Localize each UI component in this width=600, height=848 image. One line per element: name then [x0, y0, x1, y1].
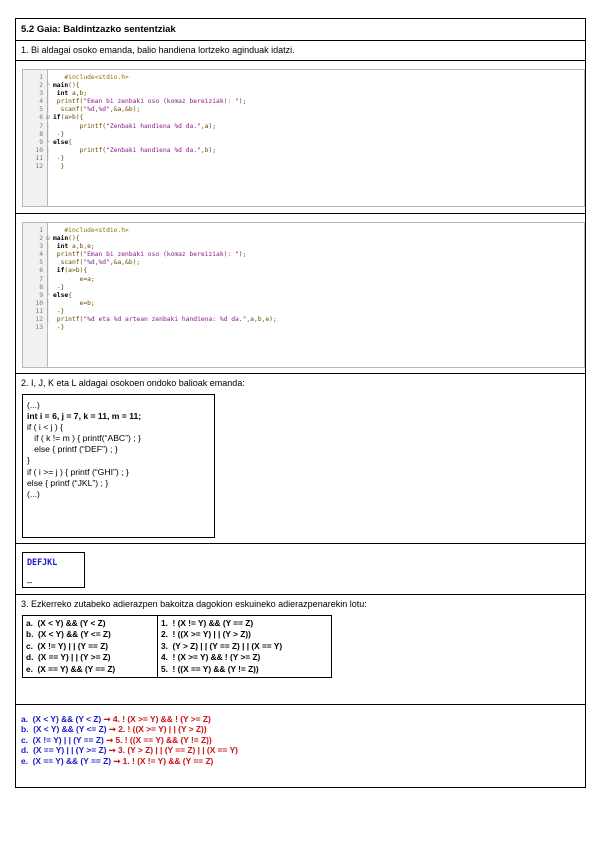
code-text: -} [53, 283, 65, 291]
match-right: 3. (Y > Z) | | (Y == Z) | | (X == Y) [118, 745, 238, 756]
code-line [23, 147, 584, 155]
exercise-2-prompt: 2. I, J, K eta L aldagai osokoen ondoko balioak emanda: [21, 378, 245, 388]
line-number: 7 [39, 122, 43, 130]
line-number: 5 [39, 106, 43, 114]
code-line [23, 131, 584, 139]
line-number: 9 [39, 291, 43, 299]
left-expressions [23, 616, 158, 678]
line-number: 8 [39, 130, 43, 138]
code-line [23, 259, 584, 267]
code-text: printf("%d eta %d artean zenbaki handiena: %d da.",a,b,e); [53, 316, 277, 324]
exercise-3-answer-row [16, 705, 585, 789]
line-number: 1 [39, 74, 43, 81]
arrow-icon: ➞ [111, 755, 123, 766]
match-left: b. (X < Y) && (Y <= Z) [21, 724, 107, 735]
line-number: 9 [39, 138, 43, 146]
fold-marker-icon: │ [46, 275, 50, 283]
code-text: printf("Zenbaki handiena %d da.",a); [53, 122, 217, 130]
line-number: 11 [35, 154, 43, 162]
code-line: int i = 6, j = 7, k = 11, m = 11; [27, 411, 142, 422]
line-number: 12 [35, 163, 43, 171]
fold-marker-icon: │ [46, 307, 50, 315]
code-text: main(){ [53, 235, 80, 243]
code-text: main(){ [53, 82, 80, 90]
code-editor-b [22, 222, 585, 368]
line-number: 10 [35, 299, 43, 307]
code-line [23, 276, 584, 284]
line-number: 8 [39, 283, 43, 291]
match-right: 4. ! (X >= Y) && ! (Y >= Z) [112, 714, 211, 724]
code-text: if(a>b){ [56, 267, 88, 275]
fold-marker-icon: │ [46, 146, 50, 154]
fold-marker-icon [43, 227, 53, 235]
code-line [23, 163, 584, 171]
fold-marker-icon: └ [46, 138, 50, 146]
sheet-header [16, 19, 585, 41]
line-number: 2 [39, 82, 43, 90]
line-number: 3 [39, 90, 43, 98]
code-line [23, 235, 584, 243]
match-left: d. (X == Y) | | (Y >= Z) [21, 745, 107, 756]
match-line [21, 756, 238, 766]
match-right: 5. ! ((X == Y) && (Y != Z)) [115, 734, 212, 745]
fold-marker-icon: │ [46, 243, 50, 251]
line-number: 2 [39, 235, 43, 243]
fold-marker-icon: └ [46, 291, 50, 299]
match-line [21, 714, 238, 724]
expression: a. (X < Y) && (Y < Z) [26, 618, 106, 628]
code-text: printf("Zenbaki handiena %d da.",b); [53, 146, 217, 154]
match-line [21, 735, 238, 745]
line-number: 12 [35, 316, 43, 324]
expression: 1. ! (X != Y) && (Y == Z) [161, 618, 254, 628]
exercise-3-matches [21, 714, 238, 766]
fold-marker-icon: │ [46, 316, 50, 324]
expression: 4. ! (X >= Y) && ! (Y >= Z) [161, 652, 261, 663]
match-left: a. (X < Y) && (Y < Z) [21, 714, 102, 724]
code-line: if ( i < j ) { [27, 422, 64, 433]
code-text: if(a>b){ [53, 114, 84, 122]
expression: e. (X == Y) && (Y == Z) [26, 663, 116, 674]
code-line [23, 300, 584, 308]
line-number: 7 [39, 275, 43, 283]
exercise-3-prompt: 3. Ezkerreko zutabeko adierazpen bakoitza dagokion eskuineko adierazpenarekin lotu: [21, 599, 367, 609]
code-lines-a [23, 74, 584, 171]
fold-marker-icon: ⊟ [46, 114, 50, 122]
line-number: 1 [39, 227, 43, 234]
code-text: } [53, 163, 65, 171]
exercise-1-prompt-row [16, 41, 585, 61]
line-number: 10 [35, 146, 43, 154]
match-left: e. (X == Y) && (Y == Z) [21, 755, 111, 766]
fold-marker-icon [43, 324, 53, 332]
line-number: 5 [39, 259, 43, 267]
exercise-2-answer-box [22, 552, 85, 588]
code-text: -} [53, 154, 65, 162]
code-line: } [27, 455, 30, 466]
code-line [23, 292, 584, 300]
fold-marker-icon: ⊟ [46, 235, 50, 243]
code-line: (...) [27, 400, 40, 410]
code-text: -} [53, 307, 65, 315]
code-line [23, 114, 584, 122]
code-editor-a [22, 69, 585, 207]
code-line [23, 316, 584, 324]
arrow-icon: ➞ [106, 745, 119, 756]
code-text: -} [53, 324, 65, 332]
match-right: 2. ! ((X >= Y) | | (Y > Z)) [118, 724, 207, 735]
fold-marker-icon: │ [46, 130, 50, 138]
line-number: 6 [39, 267, 43, 275]
exercise-2-code-box [22, 394, 215, 538]
code-text: int a,b,e; [56, 243, 95, 251]
match-left: c. (X != Y) | | (Y == Z) [21, 734, 104, 745]
fold-marker-icon [43, 163, 53, 171]
expression: 5. ! ((X == Y) && (Y != Z)) [161, 663, 259, 674]
sheet-title: 5.2 Gaia: Baldintzazko sententziak [21, 24, 176, 35]
answer-cursor: _ [27, 573, 33, 583]
code-line: if ( k != m ) { printf(“ABC”) ; } [27, 433, 141, 444]
code-text: #include<stdio.h> [64, 74, 129, 81]
fold-marker-icon: │ [46, 90, 50, 98]
code-line [23, 123, 584, 131]
exercise-2-code [27, 400, 210, 500]
exercise-2-answer-row [16, 544, 585, 595]
exercise-2-answer: DEFJKL [27, 557, 58, 567]
fold-marker-icon: │ [46, 251, 50, 259]
code-line [23, 308, 584, 316]
code-text: #include<stdio.h> [64, 227, 129, 234]
expression: c. (X != Y) | | (Y == Z) [26, 640, 109, 651]
code-text: printf("Eman bi zenbaki oso (komaz bereiziak): "); [53, 251, 247, 259]
arrow-icon: ➞ [106, 724, 119, 735]
match-line [21, 745, 238, 755]
line-number: 4 [39, 251, 43, 259]
exercise-2-row [16, 374, 585, 544]
code-line: if ( i >= j ) { printf (“GHI”) ; } [27, 466, 129, 477]
fold-marker-icon: │ [46, 122, 50, 130]
match-right: 1. ! (X != Y) && (Y == Z) [122, 755, 214, 766]
expression: b. (X < Y) && (Y <= Z) [26, 629, 111, 640]
code-text: e=a; [53, 275, 95, 283]
code-line [23, 267, 584, 275]
exercise-1-solution-a [16, 61, 585, 214]
code-line [23, 139, 584, 147]
fold-marker-icon [43, 74, 53, 82]
fold-marker-icon: │ [46, 299, 50, 307]
fold-marker-icon: │ [46, 267, 50, 275]
exercise-sheet [15, 18, 586, 788]
code-text: int a,b; [56, 90, 88, 98]
code-text: scanf("%d,%d",&a,&b); [53, 106, 141, 114]
right-expressions [158, 616, 332, 678]
code-line [23, 324, 584, 332]
code-line [23, 106, 584, 114]
exercise-1-prompt: 1. Bi aldagai osoko emanda, balio handiena lortzeko aginduak idatzi. [21, 45, 295, 55]
expression: 3. (Y > Z) | | (Y == Z) | | (X == Y) [161, 640, 283, 651]
code-text: e=b; [53, 299, 95, 307]
fold-marker-icon: │ [46, 259, 50, 267]
line-number: 13 [35, 324, 43, 332]
code-text: printf("Eman bi zenbaki oso (komaz bereiziak): "); [53, 98, 247, 106]
expression: d. (X == Y) | | (Y >= Z) [26, 652, 111, 663]
code-line: else { printf (“DEF”) ; } [27, 444, 118, 455]
match-line [21, 724, 238, 734]
code-line [23, 155, 584, 163]
line-number: 3 [39, 243, 43, 251]
arrow-icon: ➞ [103, 734, 116, 745]
code-lines-b [23, 227, 584, 332]
code-text: else{ [53, 291, 72, 299]
code-text: scanf("%d,%d",&a,&b); [53, 259, 141, 267]
line-number: 4 [39, 98, 43, 106]
fold-marker-icon: └ [46, 82, 50, 90]
code-line: else { printf (“JKL”) ; } [27, 477, 109, 488]
fold-marker-icon: │ [46, 106, 50, 114]
line-number: 11 [35, 307, 43, 315]
code-line: (...) [27, 488, 40, 499]
code-line [23, 284, 584, 292]
fold-marker-icon: │ [46, 154, 50, 162]
fold-marker-icon: │ [46, 98, 50, 106]
exercise-3-table [22, 615, 332, 678]
code-line [23, 227, 584, 235]
exercise-3-row [16, 595, 585, 705]
code-text: -} [53, 130, 65, 138]
fold-marker-icon: │ [46, 283, 50, 291]
exercise-1-solution-b [16, 214, 585, 374]
arrow-icon: ➞ [101, 714, 113, 724]
expression: 2. ! ((X >= Y) | | (Y > Z)) [161, 629, 251, 640]
code-line [23, 74, 584, 82]
line-number: 6 [39, 114, 43, 122]
code-line [23, 82, 584, 90]
code-text: else{ [53, 138, 72, 146]
